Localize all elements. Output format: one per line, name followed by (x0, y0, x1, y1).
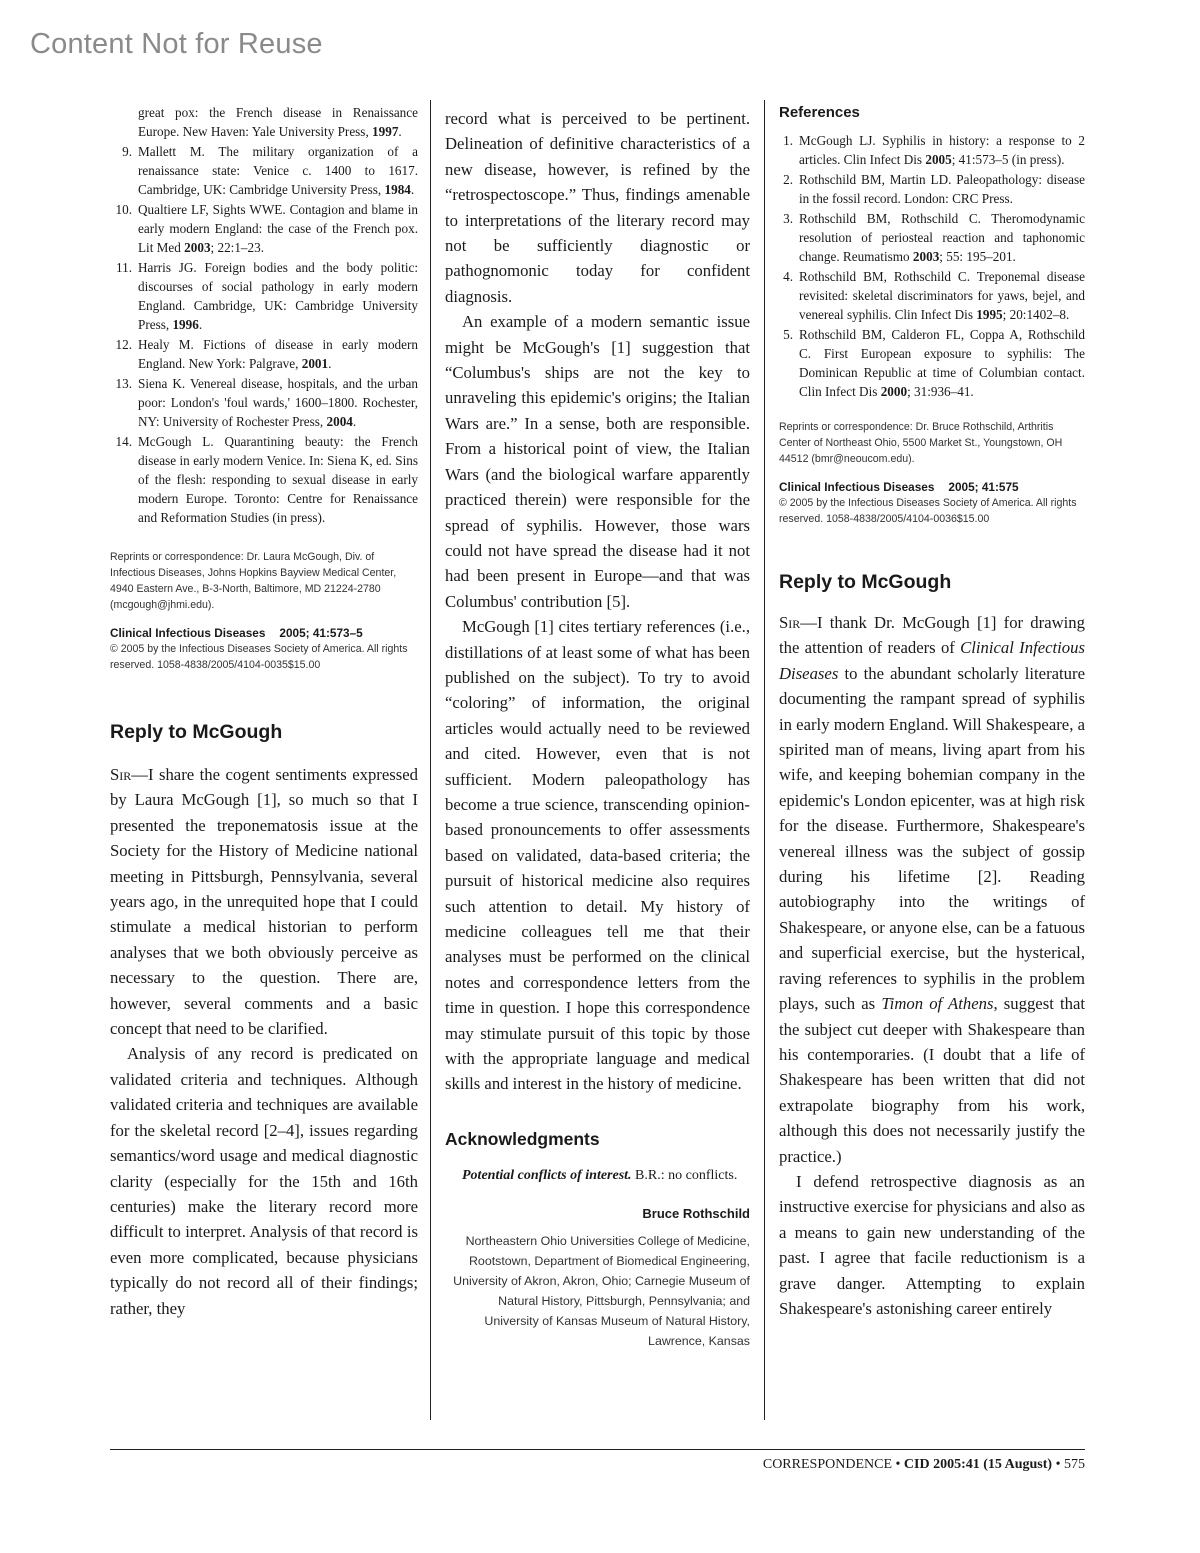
journal-citation (779, 479, 1085, 495)
reference-number: 5. (783, 327, 793, 342)
reference-item (779, 267, 1085, 324)
reference-year: 2003 (184, 240, 211, 255)
reference-item (110, 200, 418, 257)
reference-year: 1996 (172, 317, 199, 332)
reference-year: 2000 (880, 384, 908, 399)
paragraph: An example of a modern semantic issue might be McGough's [1] suggestion that “Columbus's ships are not the key to unraveling this epidemic's origins; the Italian Wars are.” In a sense, both are responsible. From a historical point of view, the Italian Wars (and the biological warfare apparently practiced therein) were responsible for the spread of syphilis. However, those wars could not have spread the disease had it not had been present in Europe—and that was Columbus' contribution [5]. (445, 312, 750, 611)
reference-end: ; 41:573–5 (in press). (951, 152, 1065, 167)
reference-item (779, 209, 1085, 266)
salutation: Sir (779, 613, 801, 632)
paragraph (779, 610, 1085, 1169)
reference-year: 2001 (301, 356, 329, 371)
acknowledgments-heading: Acknowledgments (445, 1128, 600, 1149)
reference-item (110, 374, 418, 431)
reference-list-continued (110, 103, 418, 527)
column-divider (430, 100, 431, 1420)
reference-item (779, 170, 1085, 208)
paragraph-text: —I share the cogent sentiments expressed by Laura McGough [1], so much so that I presented the treponematosis issue at the Society for the History of Medicine national meeting in Pittsburgh, Pennsylvania, several years ago, in the unrequited hope that I could stimulate a medical historian to perform analyses that we both obviously perceive as necessary to the question. There are, however, several comments and a basic concept that need to be clarified. (110, 765, 418, 1039)
conflicts-value: B.R.: no conflicts. (631, 1167, 738, 1183)
paragraph-text: , suggest that the subject cut deeper with Shakespeare than his contemporaries. (I doubt that a life of Shakespeare has been written that did not extrapolate biography from his work, although this does not necessarily justify the practice.) (779, 994, 1085, 1166)
journal-name: Clinical Infectious Diseases (110, 626, 266, 640)
paragraph: McGough [1] cites tertiary references (i.e., distillations of at least some of what has been published on the subject). To try to avoid “coloring” of information, the original articles would actually need to be reviewed and cited. However, even that is not sufficient. Modern paleopathology has become a true science, transcending opinion-based pronouncements to offer assessments based on validated, data-based criteria; the pursuit of historical medicine also requires such attention to detail. My history of medicine colleagues tell me that their analyses must be performed on the clinical notes and correspondence letters from the time in question. I hope this correspondence may stimulate pursuit of this topic by those with the appropriate language and medical skills and interest in the history of medicine. (445, 617, 750, 1094)
reference-number: 4. (783, 269, 793, 284)
reference-end: . (328, 356, 332, 371)
reference-number: 1. (783, 133, 793, 148)
reference-year: 2004 (326, 414, 353, 429)
reference-text: Rothschild BM, Calderon FL, Coppa A, Rothschild C. First European exposure to syphilis: The Dominican Republic at time of Columbian contact. Clin Infect Dis (799, 327, 1085, 399)
reference-end: . (398, 124, 402, 139)
reference-number: 13. (115, 376, 132, 391)
reply-body-continued (445, 106, 750, 1097)
citation: 2005; 41:573–5 (279, 626, 363, 640)
reference-end: . (352, 414, 357, 429)
reference-end: ; 22:1–23. (210, 240, 265, 255)
reference-text: Qualtiere LF, Sights WWE. Contagion and blame in early modern England: the case of the French pox. Lit Med (138, 202, 418, 255)
reference-year: 1984 (384, 182, 411, 197)
reference-year: 1995 (976, 307, 1003, 322)
page-footer (763, 1457, 1085, 1473)
reference-text: Healy M. Fictions of disease in early modern England. New York: Palgrave, (138, 337, 418, 371)
reference-text: Harris JG. Foreign bodies and the body politic: discourses of social pathology in early modern England. Cambridge, UK: Cambridge University Press, (138, 260, 418, 332)
reference-number: 2. (783, 172, 793, 187)
reference-item (110, 335, 418, 373)
reference-text: great pox: the French disease in Renaissance Europe. New Haven: Yale University Press, (138, 105, 418, 139)
right-column (779, 100, 1085, 1321)
section-heading: Reply to McGough (779, 571, 952, 593)
reference-number: 12. (115, 337, 132, 352)
section-heading: Reply to McGough (110, 721, 283, 743)
reference-number: 10. (115, 202, 132, 217)
play-title-italic: Timon of Athens (881, 994, 994, 1014)
paragraph: record what is perceived to be pertinent. Delineation of definitive characteristics of a new disease, however, is refined by the “retrospectoscope.” Thus, findings amenable to interpretations of the literary record may not be sufficiently diagnostic or pathognomonic today for confident diagnosis. (445, 109, 750, 306)
footer-section: CORRESPONDENCE (762, 1457, 892, 1472)
footer-rule (110, 1449, 1085, 1450)
footer-journal-issue: CID 2005:41 (15 August) (903, 1457, 1053, 1472)
reference-end: ; 55: 195–201. (939, 249, 1016, 264)
paragraph: I defend retrospective diagnosis as an instructive exercise for physicians and also as a means to gain new understanding of the past. I agree that facile reductionism is a grave danger. Attempting to explain Shakespeare's astonishing career entirely (779, 1171, 1085, 1318)
left-column (110, 100, 418, 1321)
middle-column (445, 100, 750, 1351)
reference-number: 11. (116, 260, 132, 275)
author-name: Bruce Rothschild (642, 1205, 750, 1221)
reference-year: 2003 (912, 249, 940, 264)
footer-bullet: • (1055, 1457, 1061, 1472)
reference-end: . (198, 317, 203, 332)
reference-text: McGough L. Quarantining beauty: the French disease in early modern Venice. In: Siena K, ed. Sins of the flesh: responding to sexual disease in early modern Europe. Toronto: Centre for Renaissance and Reformation Studies (in press). (138, 434, 418, 525)
journal-name: Clinical Infectious Diseases (779, 480, 935, 494)
reference-item (110, 432, 418, 527)
copyright-note: © 2005 by the Infectious Diseases Society of America. All rights reserved. 1058-4838/2005/4104-0035$15.00 (110, 643, 408, 671)
reference-text: Rothschild BM, Rothschild C. Treponemal disease revisited: skeletal discriminators for yaws, bejel, and venereal syphilis. Clin Infect Dis (799, 269, 1085, 322)
column-divider (764, 100, 765, 1420)
reference-text: McGough LJ. Syphilis in history: a response to 2 articles. Clin Infect Dis (799, 133, 1085, 167)
reply-body (779, 610, 1085, 1321)
reference-text: Rothschild BM, Martin LD. Paleopathology: disease in the fossil record. London: CRC Press. (799, 172, 1085, 206)
journal-citation (110, 625, 418, 641)
paragraph-text: to the abundant scholarly literature documenting the rampant spread of syphilis in early modern England. Will Shakespeare, a spirited man of means, living apart from his wife, and keeping bohemian company in the epidemic's London epicenter, was at high risk for the disease. Furthermore, Shakespeare's venereal illness was the subject of gossip during his lifetime [2]. Reading autobiography into the writings of Shakespeare, or anyone else, can be a fatuous and superficial exercise, but the hysterical, raving references to syphilis in the problem plays, such as (779, 663, 1085, 1014)
reference-end: ; 20:1402–8. (1002, 307, 1070, 322)
reference-text: Siena K. Venereal disease, hospitals, and the urban poor: London's 'foul wards,' 1600–1800. Rochester, NY: University of Rochester Press, (138, 376, 418, 429)
salutation: Sir (110, 765, 132, 784)
references-heading: References (779, 104, 860, 121)
correspondence-note: Reprints or correspondence: Dr. Bruce Rothschild, Arthritis Center of Northeast Ohio, 5500 Market St., Youngstown, OH 44512 (bmr@neoucom.edu). (779, 421, 1063, 465)
paragraph: Analysis of any record is predicated on validated criteria and techniques. Although validated criteria and techniques are available for the skeletal record [2–4], issues regarding semantics/word usage and medical diagnostic clarity (especially for the 15th and 16th centuries) make the literary record more difficult to interpret. Analysis of that record is even more complicated, because physicians typically do not record all of their findings; rather, they (110, 1044, 418, 1318)
journal-title-italic: Clinical Infectious Diseases (779, 638, 1085, 683)
reference-text: Rothschild BM, Rothschild C. Theromodynamic resolution of periosteal reaction and taphonomic change. Reumatismo (799, 211, 1085, 264)
reference-number: 3. (783, 211, 793, 226)
reference-item (110, 103, 418, 141)
reference-item (779, 325, 1085, 401)
page-number: 575 (1064, 1457, 1085, 1472)
citation: 2005; 41:575 (948, 480, 1019, 494)
paragraph-text: —I thank Dr. McGough [1] for drawing the attention of readers of (779, 613, 1085, 658)
reference-number: 9. (122, 144, 132, 159)
reply-body (110, 762, 418, 1321)
correspondence-note: Reprints or correspondence: Dr. Laura McGough, Div. of Infectious Diseases, Johns Hopkins Bayview Medical Center, 4940 Eastern Ave., B-3-North, Baltimore, MD 21224-2780 (mcgough@jhmi.edu). (110, 551, 397, 611)
reference-year: 2005 (925, 152, 952, 167)
reference-text: Mallett M. The military organization of a renaissance state: Venice c. 1400 to 1617. Cambridge, UK: Cambridge University Press, (138, 144, 418, 197)
reference-number: 14. (115, 434, 132, 449)
acknowledgments-text (445, 1166, 750, 1186)
reference-end: . (410, 182, 415, 197)
reference-end: ; 31:936–41. (907, 384, 974, 399)
watermark: Content Not for Reuse (30, 28, 323, 60)
reference-item (110, 258, 418, 334)
reference-item (110, 142, 418, 199)
author-affiliation: Northeastern Ohio Universities College of Medicine, Rootstown, Department of Biomedical Engineering, University of Akron, Akron, Ohio; Carnegie Museum of Natural History, Pittsburgh, Pennsylvania; and University of Kansas Museum of Natural History, Lawrence, Kansas (453, 1233, 750, 1348)
reference-item (779, 131, 1085, 169)
paragraph (110, 762, 418, 1041)
copyright-note: © 2005 by the Infectious Diseases Society of America. All rights reserved. 1058-4838/2005/4104-0036$15.00 (779, 497, 1077, 525)
conflicts-label: Potential conflicts of interest. (462, 1167, 632, 1183)
footer-bullet: • (895, 1457, 901, 1472)
reference-list (779, 131, 1085, 401)
reference-year: 1997 (372, 124, 399, 139)
